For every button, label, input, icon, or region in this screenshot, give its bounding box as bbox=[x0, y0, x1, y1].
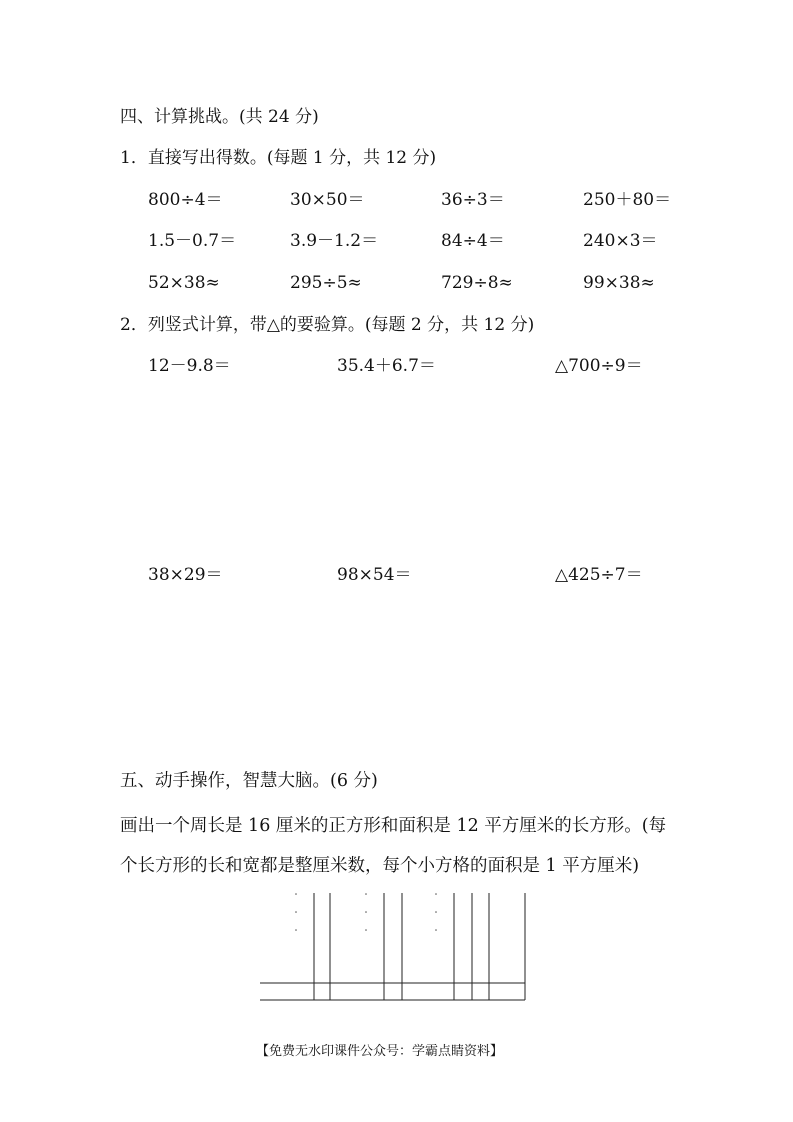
problem: 729÷8≈ bbox=[441, 273, 513, 293]
problem: 36÷3＝ bbox=[441, 190, 505, 210]
square-grid[interactable] bbox=[258, 890, 530, 1004]
problem: 3.9－1.2＝ bbox=[290, 231, 379, 251]
question-1-title: 1．直接写出得数。(每题 1 分，共 12 分) bbox=[120, 148, 437, 168]
problem: 250＋80＝ bbox=[583, 190, 672, 210]
problem: 800÷4＝ bbox=[148, 190, 223, 210]
section-5-instruction-line-1: 画出一个周长是 16 厘米的正方形和面积是 12 平方厘米的长方形。(每 bbox=[120, 816, 667, 836]
problem: 1.5－0.7＝ bbox=[148, 231, 237, 251]
vertical-problem: △700÷9＝ bbox=[555, 356, 643, 376]
footer-note: 【免费无水印课件公众号：学霸点睛资料】 bbox=[256, 1044, 504, 1059]
section-4-title: 四、计算挑战。(共 24 分) bbox=[120, 107, 319, 127]
section-5-title: 五、动手操作，智慧大脑。(6 分) bbox=[120, 771, 378, 791]
vertical-problem: 38×29＝ bbox=[148, 565, 223, 585]
problem: 99×38≈ bbox=[583, 273, 655, 293]
problem: 240×3＝ bbox=[583, 231, 658, 251]
vertical-problem: 35.4＋6.7＝ bbox=[337, 356, 436, 376]
problem: 52×38≈ bbox=[148, 273, 220, 293]
problem: 84÷4＝ bbox=[441, 231, 505, 251]
vertical-problem: 98×54＝ bbox=[337, 565, 412, 585]
problem: 295÷5≈ bbox=[290, 273, 362, 293]
vertical-problem: 12－9.8＝ bbox=[148, 356, 231, 376]
section-5-instruction-line-2: 个长方形的长和宽都是整厘米数，每个小方格的面积是 1 平方厘米) bbox=[120, 856, 640, 876]
vertical-problem: △425÷7＝ bbox=[555, 565, 643, 585]
question-2-title: 2．列竖式计算，带△的要验算。(每题 2 分，共 12 分) bbox=[120, 315, 535, 335]
problem: 30×50＝ bbox=[290, 190, 365, 210]
